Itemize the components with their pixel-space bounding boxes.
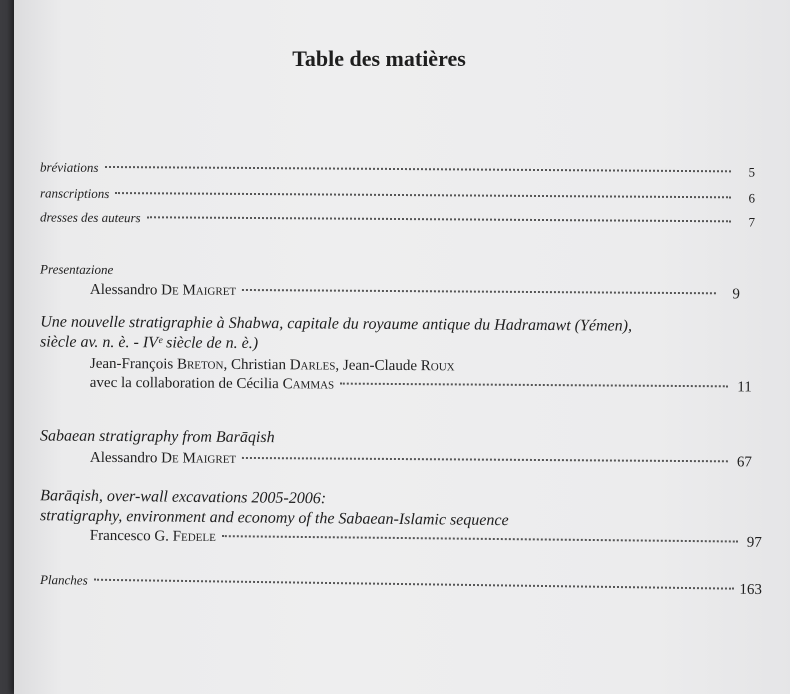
section-authors: Jean-François Breton, Christian Darles, Jean-Claude Roux [89,355,455,375]
section-author: Alessandro De Maigret [89,449,237,467]
entry-page: 11 [737,379,752,396]
dot-leader [105,166,731,172]
document-page [14,0,790,694]
dot-leader [222,535,738,542]
entry-page: 5 [748,164,756,180]
toc-entry-transcriptions [40,186,755,207]
entry-page: 163 [739,581,763,599]
section-heading-line-2: siècle av. n. è. - IVᵉ siècle de n. è.) [40,333,259,353]
dot-leader [340,383,728,388]
entry-label: dresses des auteurs [39,209,141,226]
section-heading-line-1: Barāqish, over-wall excavations 2005-2006: [40,487,327,508]
entry-label: ranscriptions [39,185,110,201]
entry-page: 6 [748,190,756,206]
dot-leader [94,579,734,590]
toc-section-baraqish-stratigraphy [40,428,752,472]
section-heading: Sabaean stratigraphy from Barāqish [40,427,275,447]
section-heading: Presentazione [40,261,114,278]
section-author: Francesco G. Fedele [89,527,216,546]
toc-entry-addresses [40,210,755,231]
entry-label: Planches [39,571,88,588]
section-heading-line-2: stratigraphy, environment and economy of the Sabaean-Islamic sequence [39,507,509,530]
toc-section-baraqish-excavations [40,487,763,552]
entry-label: bréviations [39,159,99,175]
dot-leader [115,192,731,198]
dot-leader [242,457,728,462]
dot-leader [242,289,716,294]
dot-leader [147,216,731,222]
section-author: Alessandro De Maigret [89,281,237,299]
entry-page: 9 [732,286,740,303]
entry-page: 97 [746,534,762,551]
toc-section-shabwa [40,314,753,397]
section-heading-line-1: Une nouvelle stratigraphie à Shabwa, capitale du royaume antique du Hadramawt (Yémen), [40,313,633,335]
entry-page: 67 [736,454,752,471]
toc-section-planches [40,572,762,599]
page-title: Table des matières [292,46,466,71]
toc-entry-abbreviations [40,160,755,181]
section-collaborator: avec la collaboration de Cécilia Cammas [89,374,335,393]
toc-section-presentazione [40,262,740,304]
entry-page: 7 [748,214,756,230]
